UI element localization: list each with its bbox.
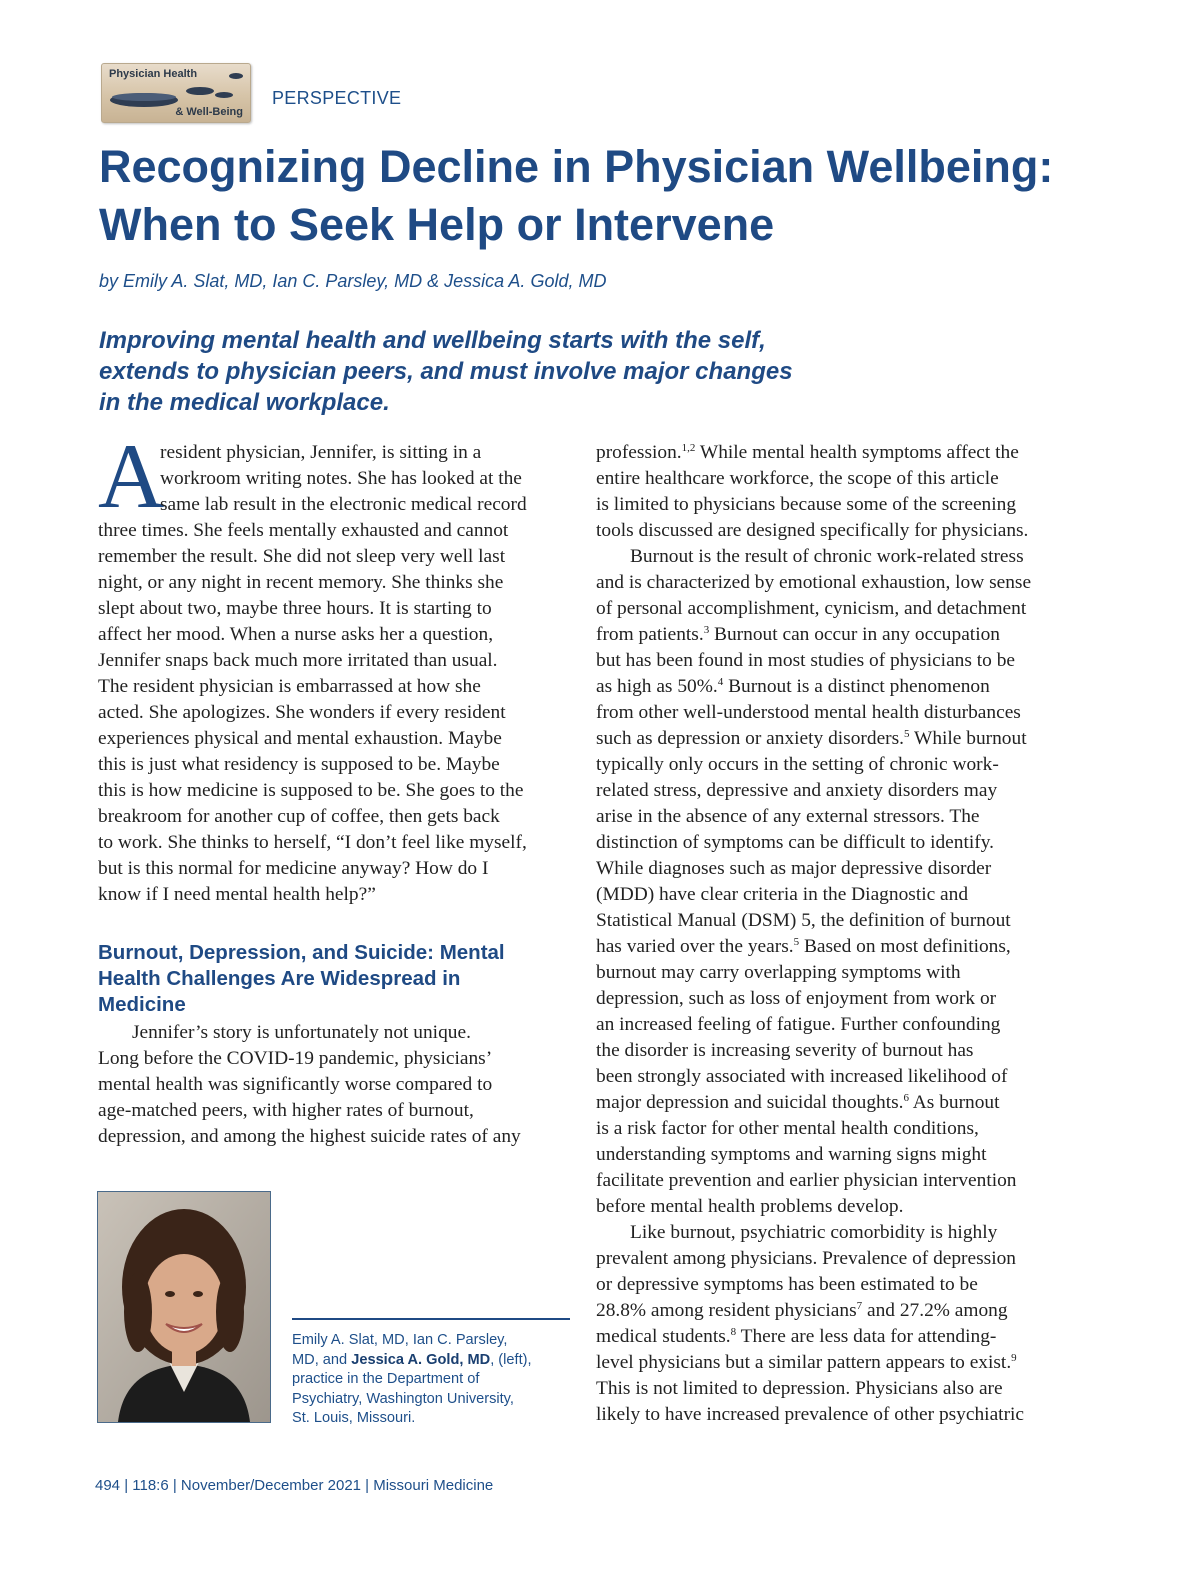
body-line: know if I need mental health help?”	[98, 884, 376, 905]
body-line	[596, 726, 1076, 752]
text: medical students.	[596, 1326, 731, 1347]
subhead-line1: Burnout, Depression, and Suicide: Mental	[98, 941, 505, 964]
author-photo	[97, 1191, 271, 1423]
body-line: depression, such as loss of enjoyment from work or	[596, 988, 997, 1009]
body-line	[596, 934, 1076, 960]
body-line	[596, 674, 1076, 700]
reference-superscript: 9	[1011, 1352, 1017, 1364]
reference-superscript: 8	[730, 1326, 737, 1338]
title-line2: When to Seek Help or Intervene	[99, 199, 775, 250]
body-line: likely to have increased prevalence of other psychiatric	[596, 1404, 1025, 1425]
body-line: facilitate prevention and earlier physician intervention	[596, 1170, 1017, 1191]
right-column	[596, 440, 1076, 1428]
text: As burnout	[909, 1092, 1000, 1113]
body-line: workroom writing notes. She has looked at the	[160, 468, 522, 489]
body-line: been strongly associated with increased likelihood of	[596, 1066, 1008, 1087]
body-line: slept about two, maybe three hours. It is starting to	[98, 598, 492, 619]
article-title	[99, 138, 1159, 254]
section-label: PERSPECTIVE	[272, 88, 402, 108]
caption-line: Emily A. Slat, MD, Ian C. Parsley,	[292, 1332, 508, 1348]
body-line: an increased feeling of fatigue. Further confounding	[596, 1014, 1001, 1035]
body-line: this is just what residency is supposed to be. Maybe	[98, 754, 500, 775]
text: and 27.2% among	[862, 1300, 1008, 1321]
caption-divider	[292, 1318, 570, 1320]
reference-superscript: 4	[717, 676, 724, 688]
caption-text: MD, and	[292, 1351, 352, 1368]
body-line: remember the result. She did not sleep very well last	[98, 546, 506, 567]
body-line	[596, 1298, 1076, 1324]
body-line: This is not limited to depression. Physicians also are	[596, 1378, 1003, 1399]
deck	[99, 325, 899, 418]
text: level physicians but a similar pattern appears to exist.	[596, 1352, 1012, 1373]
reference-superscript: 6	[903, 1092, 910, 1104]
page-footer: 494 | 118:6 | November/December 2021 | Missouri Medicine	[95, 1477, 494, 1494]
body-line: night, or any night in recent memory. She thinks she	[98, 572, 504, 593]
text: from patients.	[596, 624, 704, 645]
drop-cap: A	[98, 425, 165, 527]
body-line: and is characterized by emotional exhaustion, low sense	[596, 572, 1032, 593]
body-line: Burnout is the result of chronic work-related stress	[630, 546, 1024, 567]
text: as high as 50%.	[596, 676, 718, 697]
body-line: typically only occurs in the setting of chronic work-	[596, 754, 999, 775]
body-line: before mental health problems develop.	[596, 1196, 904, 1217]
text: such as depression or anxiety disorders.	[596, 728, 905, 749]
body-line: burnout may carry overlapping symptoms with	[596, 962, 961, 983]
body-line: from other well-understood mental health disturbances	[596, 702, 1021, 723]
body-line: experiences physical and mental exhaustion. Maybe	[98, 728, 502, 749]
body-line: tools discussed are designed specifically for physicians.	[596, 520, 1029, 541]
body-line: depression, and among the highest suicide rates of any	[98, 1126, 521, 1147]
paragraph-2	[98, 1020, 568, 1150]
subhead-line2: Health Challenges Are Widespread in	[98, 967, 461, 990]
body-line: Long before the COVID-19 pandemic, physicians’	[98, 1048, 493, 1069]
reference-superscript: 1,2	[681, 442, 696, 454]
text: Burnout can occur in any occupation	[709, 624, 1000, 645]
text: While mental health symptoms affect the	[695, 442, 1019, 463]
body-line: Jennifer snaps back much more irritated than usual.	[98, 650, 498, 671]
text: Based on most definitions,	[799, 936, 1011, 957]
body-line: related stress, depressive and anxiety disorders may	[596, 780, 998, 801]
body-line: (MDD) have clear criteria in the Diagnostic and	[596, 884, 969, 905]
dropcap-lines	[160, 440, 527, 518]
body-line: Like burnout, psychiatric comorbidity is highly	[630, 1222, 998, 1243]
body-line: breakroom for another cup of coffee, then gets back	[98, 806, 500, 827]
subhead-line3: Medicine	[98, 993, 186, 1016]
caption-line: Psychiatry, Washington University,	[292, 1390, 514, 1407]
reference-superscript: 5	[793, 936, 800, 948]
body-line: of personal accomplishment, cynicism, and detachment	[596, 598, 1027, 619]
body-line	[596, 622, 1076, 648]
photo-caption	[292, 1331, 582, 1429]
caption-author-bold: Jessica A. Gold, MD	[351, 1351, 491, 1368]
reference-superscript: 3	[703, 624, 710, 636]
body-line: to work. She thinks to herself, “I don’t feel like myself,	[98, 832, 527, 853]
intro-paragraph	[98, 518, 568, 908]
body-line: same lab result in the electronic medical record	[160, 494, 527, 515]
reference-superscript: 7	[856, 1300, 863, 1312]
body-line: this is how medicine is supposed to be. She goes to the	[98, 780, 524, 801]
text: 28.8% among resident physicians	[596, 1300, 857, 1321]
body-line: Jennifer’s story is unfortunately not unique.	[132, 1022, 471, 1043]
body-line: affect her mood. When a nurse asks her a question,	[98, 624, 494, 645]
caption-text: , (left),	[490, 1351, 532, 1368]
body-line: distinction of symptoms can be difficult to identify.	[596, 832, 994, 853]
body-line: is a risk factor for other mental health conditions,	[596, 1118, 979, 1139]
caption-line	[292, 1351, 582, 1371]
body-line: but is this normal for medicine anyway? How do I	[98, 858, 489, 879]
body-line: but has been found in most studies of physicians to be	[596, 650, 1016, 671]
body-line: acted. She apologizes. She wonders if every resident	[98, 702, 506, 723]
body-line: is limited to physicians because some of the screening	[596, 494, 1017, 515]
body-line: While diagnoses such as major depressive disorder	[596, 858, 992, 879]
body-line: age-matched peers, with higher rates of burnout,	[98, 1100, 474, 1121]
body-line: resident physician, Jennifer, is sitting in a	[160, 442, 482, 463]
text: Burnout is a distinct phenomenon	[723, 676, 990, 697]
body-line: Statistical Manual (DSM) 5, the definition of burnout	[596, 910, 1011, 931]
body-line: or depressive symptoms has been estimated to be	[596, 1274, 978, 1295]
text: has varied over the years.	[596, 936, 794, 957]
title-line1: Recognizing Decline in Physician Wellbeing:	[99, 141, 1054, 192]
text: profession.	[596, 442, 682, 463]
deck-line1: Improving mental health and wellbeing starts with the self,	[99, 327, 766, 354]
body-line	[596, 1350, 1076, 1376]
logo-line1: Physician Health	[109, 68, 198, 80]
caption-line: practice in the Department of	[292, 1371, 480, 1387]
body-line: The resident physician is embarrassed at how she	[98, 676, 481, 697]
body-line: prevalent among physicians. Prevalence of depression	[596, 1248, 1016, 1269]
text: major depression and suicidal thoughts.	[596, 1092, 904, 1113]
journal-section-logo	[101, 63, 251, 123]
section-heading	[98, 940, 558, 1018]
logo-line2: & Well-Being	[175, 106, 243, 118]
text: While burnout	[909, 728, 1027, 749]
text: There are less data for attending-	[736, 1326, 997, 1347]
byline: by Emily A. Slat, MD, Ian C. Parsley, MD & Jessica A. Gold, MD	[99, 271, 607, 291]
caption-line: St. Louis, Missouri.	[292, 1410, 416, 1426]
body-line	[596, 440, 1076, 466]
deck-line2: extends to physician peers, and must involve major changes	[99, 358, 793, 385]
body-line: mental health was significantly worse compared to	[98, 1074, 493, 1095]
reference-superscript: 5	[904, 728, 910, 740]
body-line: entire healthcare workforce, the scope of this article	[596, 468, 999, 489]
body-line: understanding symptoms and warning signs might	[596, 1144, 987, 1165]
body-line	[596, 1090, 1076, 1116]
body-line	[596, 1324, 1076, 1350]
body-line: the disorder is increasing severity of burnout has	[596, 1040, 974, 1061]
body-line: arise in the absence of any external stressors. The	[596, 806, 980, 827]
deck-line3: in the medical workplace.	[99, 389, 390, 416]
body-line: three times. She feels mentally exhausted and cannot	[98, 520, 509, 541]
